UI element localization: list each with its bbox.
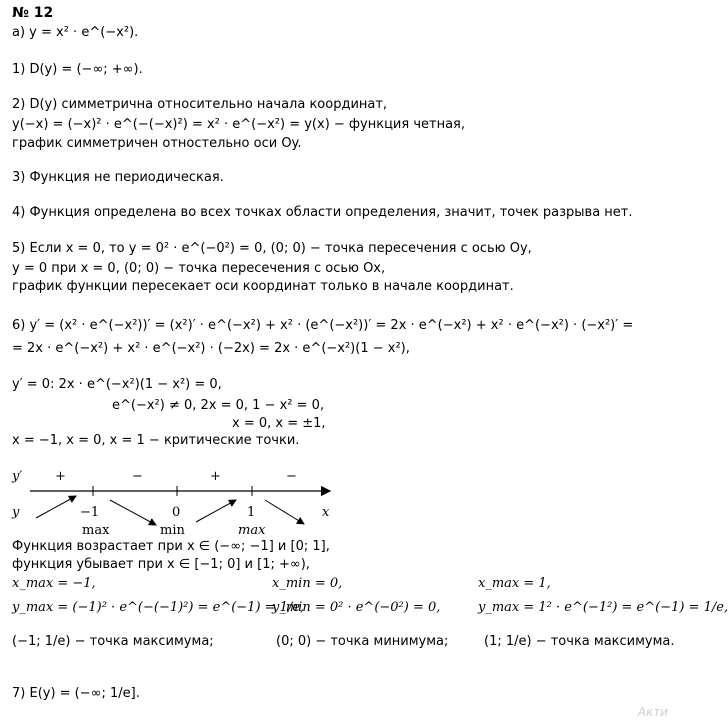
step-2-graph: график симметричен отностельно оси Oy. bbox=[12, 136, 302, 151]
extremum-label-1: max bbox=[82, 523, 110, 538]
sign-interval-1: + bbox=[55, 469, 66, 484]
arrow-decreasing-1 bbox=[110, 500, 156, 525]
step-7-range: 7) E(y) = (−∞; 1/e]. bbox=[12, 686, 140, 701]
arrow-increasing-2 bbox=[196, 500, 236, 522]
point-label-1: 1 bbox=[247, 505, 256, 520]
maximum-point-1: (−1; 1/e) − точка максимума; bbox=[12, 634, 214, 649]
x-max-2: x_max = 1, bbox=[478, 576, 551, 591]
critical-solutions: x = 0, x = ±1, bbox=[232, 416, 326, 431]
sign-chart bbox=[0, 460, 360, 542]
sign-interval-4: − bbox=[286, 469, 297, 484]
step-2-parity: y(−x) = (−x)² · e^(−(−x)²) = x² · e^(−x²) = y(x) − функция четная, bbox=[12, 117, 466, 132]
axis-label-x: x bbox=[322, 505, 330, 520]
sign-interval-2: − bbox=[132, 469, 143, 484]
task-number: № 12 bbox=[12, 5, 54, 21]
arrow-decreasing-2 bbox=[265, 500, 304, 524]
extremum-label-2: min bbox=[160, 523, 185, 538]
sign-row-derivative-label: y′ bbox=[12, 469, 23, 484]
sign-interval-3: + bbox=[210, 469, 221, 484]
function-definition: а) y = x² · e^(−x²). bbox=[12, 25, 139, 40]
step-6-derivative: 6) y′ = (x² · e^(−x²))′ = (x²)′ · e^(−x²) + x² · (e^(−x²))′ = 2x · e^(−x²) + x² · e^(−x²) · (−x²)′ = bbox=[12, 318, 634, 333]
y-max-1: y_max = (−1)² · e^(−(−1)²) = e^(−1) = 1/e, bbox=[12, 600, 305, 615]
step-5-ox-intersection: y = 0 при x = 0, (0; 0) − точка пересечения с осью Ox, bbox=[12, 261, 386, 276]
critical-points: x = −1, x = 0, x = 1 − критические точки. bbox=[12, 433, 300, 448]
critical-factors: e^(−x²) ≠ 0, 2x = 0, 1 − x² = 0, bbox=[112, 398, 325, 413]
decreasing-intervals: функция убывает при x ∈ [−1; 0] и [1; +∞), bbox=[12, 557, 310, 572]
point-label-minus-1: −1 bbox=[80, 505, 100, 520]
step-4-continuity: 4) Функция определена во всех точках области определения, значит, точек разрыва нет. bbox=[12, 205, 633, 220]
watermark: Акти bbox=[637, 705, 668, 719]
step-6-derivative-simplified: = 2x · e^(−x²) + x² · e^(−x²) · (−2x) = 2x · e^(−x²)(1 − x²), bbox=[12, 341, 410, 356]
maximum-point-2: (1; 1/e) − точка максимума. bbox=[484, 634, 675, 649]
arrow-increasing-1 bbox=[36, 496, 76, 518]
step-1-domain: 1) D(y) = (−∞; +∞). bbox=[12, 62, 143, 77]
sign-row-function-label: y bbox=[12, 505, 20, 520]
point-label-0: 0 bbox=[172, 505, 181, 520]
step-2-symmetry: 2) D(y) симметрична относительно начала координат, bbox=[12, 97, 388, 112]
minimum-point: (0; 0) − точка минимума; bbox=[276, 634, 449, 649]
step-3-periodicity: 3) Функция не периодическая. bbox=[12, 170, 224, 185]
x-min: x_min = 0, bbox=[272, 576, 343, 591]
increasing-intervals: Функция возрастает при x ∈ (−∞; −1] и [0; 1], bbox=[12, 539, 330, 554]
critical-equation: y′ = 0: 2x · e^(−x²)(1 − x²) = 0, bbox=[12, 377, 222, 392]
step-5-oy-intersection: 5) Если x = 0, то y = 0² · e^(−0²) = 0, (0; 0) − точка пересечения с осью Oy, bbox=[12, 241, 532, 256]
y-max-2: y_max = 1² · e^(−1²) = e^(−1) = 1/e, bbox=[478, 600, 728, 615]
x-max-1: x_max = −1, bbox=[12, 576, 96, 591]
extremum-label-3: max bbox=[238, 523, 266, 538]
y-min: y_min = 0² · e^(−0²) = 0, bbox=[272, 600, 441, 615]
step-5-conclusion: график функции пересекает оси координат только в начале координат. bbox=[12, 279, 514, 294]
